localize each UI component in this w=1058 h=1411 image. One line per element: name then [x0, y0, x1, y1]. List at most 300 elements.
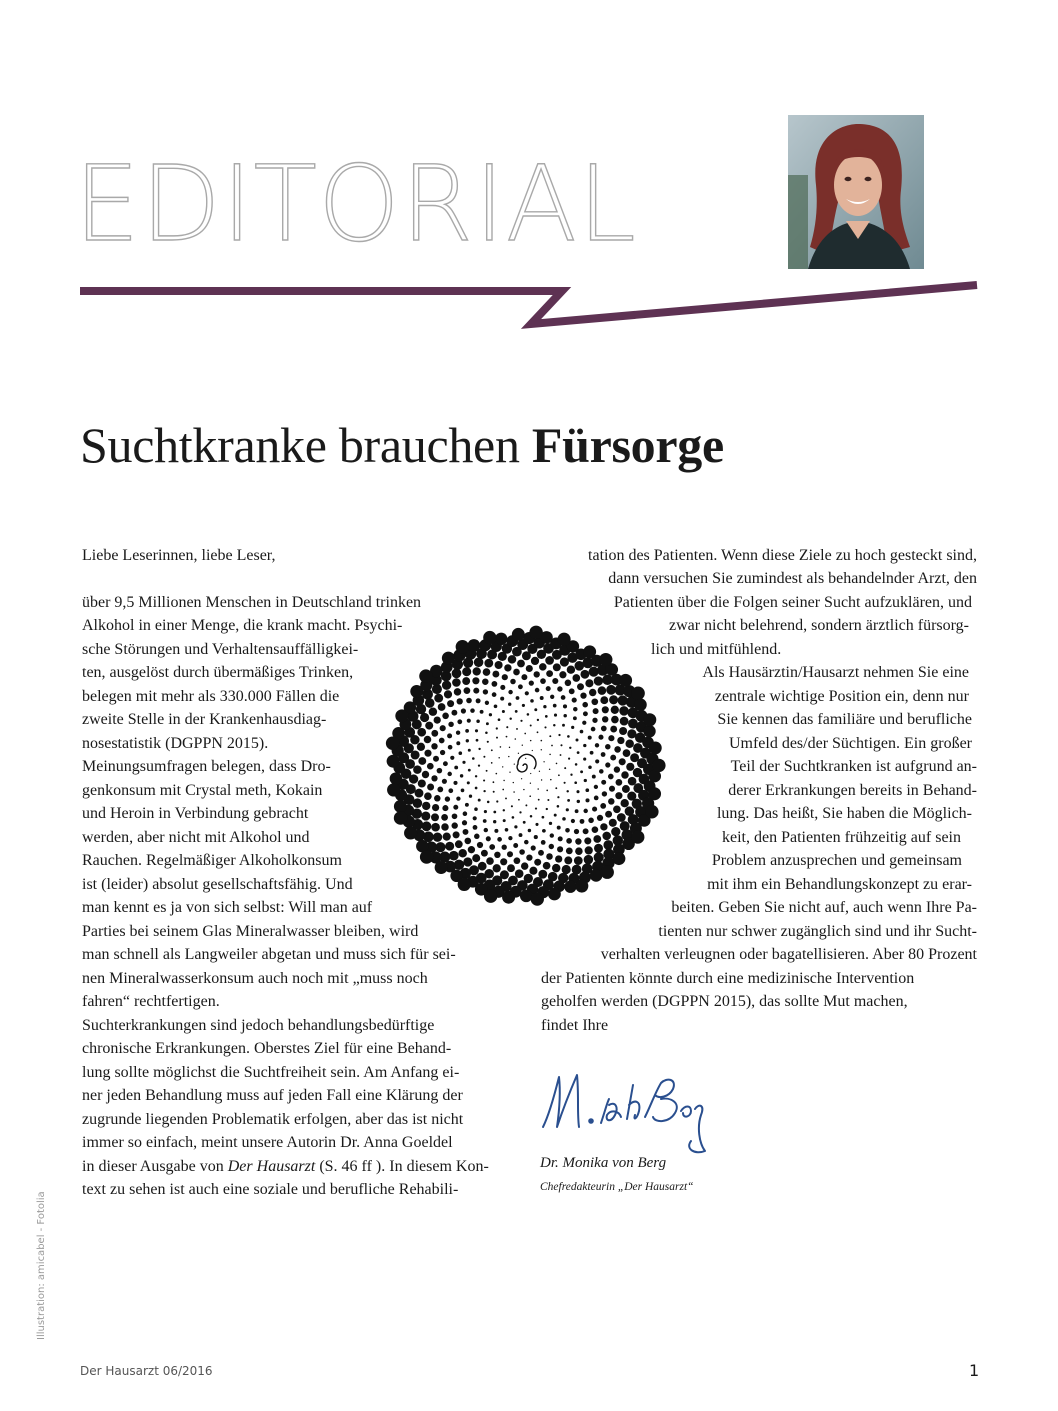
spiral-dot	[613, 805, 621, 813]
spiral-dot	[468, 639, 481, 652]
spiral-dot	[431, 823, 440, 832]
signatory-name: Dr. Monika von Berg	[540, 1155, 667, 1171]
spiral-dot	[466, 698, 472, 704]
body-line: man kennt es ja von sich selbst: Will man auf	[82, 899, 373, 916]
spiral-dot	[554, 714, 557, 717]
spiral-dot	[549, 822, 552, 825]
spiral-dot	[485, 732, 488, 735]
spiral-dot	[483, 689, 488, 694]
spiral-dot	[459, 751, 463, 755]
spiral-dot	[496, 800, 498, 802]
spiral-dot	[472, 677, 479, 684]
spiral-dot	[496, 727, 498, 729]
spiral-dot	[559, 671, 566, 678]
spiral-dot	[557, 796, 559, 798]
body-line: geholfen werden (DGPPN 2015), das sollte Mut machen,	[541, 993, 908, 1010]
spiral-dot	[566, 847, 573, 854]
spiral-dot	[555, 787, 557, 789]
body-line: verhalten verleugnen oder bagatellisieren. Aber 80 Prozent	[600, 946, 977, 963]
spiral-dot	[643, 725, 655, 737]
body-line: Meinungsumfragen belegen, dass Dro-	[82, 758, 331, 775]
spiral-dot	[415, 789, 424, 798]
spiral-dot	[631, 830, 644, 843]
spiral-dot	[543, 862, 551, 870]
spiral-dot	[614, 766, 620, 772]
spiral-dot	[572, 674, 580, 682]
spiral-dot	[456, 796, 460, 800]
spiral-dot	[518, 799, 520, 801]
spiral-dot	[456, 731, 460, 735]
body-line: mit ihm ein Behandlungskonzept zu erar-	[707, 876, 972, 893]
spiral-dot	[394, 800, 407, 813]
spiral-dot	[534, 708, 537, 711]
spiral-dot	[495, 661, 503, 669]
spiral-dot	[583, 809, 587, 813]
salutation: Liebe Leserinnen, liebe Leser,	[82, 547, 276, 564]
spiral-dot	[495, 633, 507, 645]
spiral-dot	[486, 836, 491, 841]
signatory-role: Chefredakteurin „Der Hausarzt“	[540, 1181, 694, 1193]
spiral-dot	[508, 655, 517, 664]
spiral-dot	[454, 688, 461, 695]
spiral-dot	[609, 695, 618, 704]
spiral-dot	[506, 736, 508, 738]
spiral-dot	[562, 724, 565, 727]
spiral-dot	[519, 833, 523, 837]
spiral-dot	[476, 720, 480, 724]
spiral-dot	[605, 811, 612, 818]
spiral-dot	[564, 881, 576, 893]
spiral-dot	[491, 762, 493, 764]
spiral-dot	[439, 738, 445, 744]
spiral-dot	[543, 761, 544, 762]
spiral-dot	[564, 767, 566, 769]
spiral-dot	[390, 772, 403, 785]
spiral-dot	[538, 799, 540, 801]
spiral-dot	[560, 754, 562, 756]
spiral-dot	[567, 799, 570, 802]
spiral-dot	[601, 726, 607, 732]
spiral-dot	[628, 777, 637, 786]
spiral-dot	[585, 846, 593, 854]
spiral-dot	[485, 701, 489, 705]
spiral-dot	[486, 857, 494, 865]
body-line: der Patienten könnte durch eine medizinische Intervention	[541, 970, 915, 987]
spiral-dot	[404, 826, 417, 839]
spiral-dot	[529, 626, 542, 639]
spiral-dot-illustration	[380, 616, 670, 916]
spiral-dot	[484, 810, 487, 813]
spiral-dot	[571, 726, 574, 729]
spiral-dot	[484, 889, 498, 903]
spiral-dot	[493, 781, 495, 783]
spiral-dot	[433, 756, 439, 762]
body-line: dann versuchen Sie zumindest als behandelnder Arzt, den	[608, 570, 977, 587]
spiral-dot	[514, 825, 517, 828]
spiral-dot	[567, 665, 575, 673]
spiral-dot	[537, 731, 539, 733]
spiral-dot	[483, 756, 485, 758]
spiral-dot	[619, 758, 626, 765]
spiral-dot	[493, 864, 501, 872]
spiral-dot	[566, 808, 569, 811]
spiral-dot	[509, 717, 511, 719]
spiral-dot	[462, 761, 465, 764]
spiral-dot	[541, 779, 542, 780]
spiral-dot	[550, 695, 554, 699]
spiral-dot	[643, 713, 656, 726]
spiral-dot	[524, 733, 526, 735]
spiral-dot	[441, 814, 448, 821]
spiral-dot	[502, 845, 507, 850]
spiral-dot	[588, 818, 594, 824]
spiral-dot	[626, 763, 634, 771]
spiral-dot	[588, 766, 592, 770]
spiral-dot	[508, 703, 511, 706]
spiral-dot	[474, 834, 480, 840]
spiral-dot	[524, 840, 529, 845]
body-line: nen Mineralwasserkonsum auch noch mit „muss noch	[82, 970, 428, 987]
spiral-dot	[511, 805, 513, 807]
spiral-dot	[443, 761, 448, 766]
spiral-dot	[592, 775, 596, 779]
spiral-dot	[576, 790, 579, 793]
spiral-dot	[575, 763, 578, 766]
spiral-dot	[549, 754, 551, 756]
spiral-dot	[580, 670, 589, 679]
spiral-dot	[589, 667, 599, 677]
body-line: Rauchen. Regelmäßiger Alkoholkonsum	[82, 852, 342, 869]
spiral-dot	[444, 690, 452, 698]
spiral-dot	[418, 779, 426, 787]
spiral-dot	[622, 785, 630, 793]
spiral-dot	[593, 835, 601, 843]
spiral-dot	[521, 778, 522, 779]
spiral-dot	[554, 814, 557, 817]
spiral-dot	[472, 757, 475, 760]
spiral-dot	[580, 692, 586, 698]
body-line: zugrunde liegenden Problematik erfolgen, aber das ist nicht	[82, 1111, 464, 1128]
spiral-dot	[603, 840, 613, 850]
spiral-dot	[431, 813, 439, 821]
spiral-dot	[513, 669, 520, 676]
spiral-dot	[437, 768, 443, 774]
spiral-dot	[424, 750, 431, 757]
spiral-dot	[589, 689, 596, 696]
spiral-dot	[583, 744, 586, 747]
spiral-dot	[463, 829, 469, 835]
spiral-dot	[487, 741, 489, 743]
spiral-dot	[463, 811, 468, 816]
spiral-dot	[493, 820, 496, 823]
spiral-dot	[513, 782, 514, 783]
spiral-dot	[458, 849, 467, 858]
spiral-dot	[599, 653, 612, 666]
spiral-dot	[546, 790, 548, 792]
body-line: man schnell als Langweiler abgetan und muss sich für sei-	[82, 946, 456, 963]
spiral-dot	[568, 758, 570, 760]
spiral-dot	[507, 851, 513, 857]
spiral-dot	[498, 757, 500, 759]
spiral-dot	[476, 739, 479, 742]
spiral-dot	[417, 728, 426, 737]
spiral-dot	[525, 804, 527, 806]
spiral-dot	[574, 829, 579, 834]
spiral-dot	[580, 730, 584, 734]
body-line: Problem anzusprechen und gemeinsam	[711, 852, 962, 869]
body-line: lich und mitfühlend.	[651, 641, 782, 658]
spiral-dot	[558, 734, 560, 736]
spiral-dot	[489, 713, 492, 716]
spiral-dot	[509, 747, 510, 748]
spiral-dot	[527, 713, 530, 716]
spiral-dot	[601, 780, 606, 785]
spiral-dot	[548, 888, 561, 901]
spiral-dot	[480, 710, 484, 714]
spiral-dot	[502, 710, 505, 713]
spiral-dot	[609, 819, 617, 827]
body-line: immer so einfach, meint unsere Autorin Dr. Anna Goeldel	[82, 1134, 453, 1151]
spiral-dot	[492, 681, 498, 687]
spiral-dot	[595, 759, 599, 763]
spiral-dot	[546, 808, 548, 810]
spiral-dot	[473, 688, 479, 694]
spiral-dot	[503, 809, 505, 811]
spiral-dot	[438, 703, 446, 711]
spiral-dot	[547, 799, 549, 801]
spiral-dot	[493, 791, 495, 793]
spiral-dot	[448, 722, 453, 727]
spiral-dot	[474, 807, 478, 811]
spiral-dot	[483, 790, 485, 792]
spiral-dot	[594, 796, 599, 801]
spiral-dot	[583, 758, 586, 761]
spiral-dot	[590, 869, 603, 882]
body-line: ner jeden Behandlung muss auf jeden Fall eine Klärung der	[82, 1087, 463, 1104]
body-line: Parties bei seinem Glas Mineralwasser bleiben, wird	[82, 923, 419, 940]
spiral-dot	[515, 869, 524, 878]
spiral-dot	[580, 819, 585, 824]
spiral-dot	[558, 633, 571, 646]
spiral-dot	[505, 828, 509, 832]
spiral-dot	[520, 890, 533, 903]
spiral-dot	[422, 771, 429, 778]
spiral-dot	[572, 698, 577, 703]
spiral-dot	[445, 796, 450, 801]
spiral-dot	[484, 659, 493, 668]
spiral-dot	[494, 852, 500, 858]
spiral-dot	[473, 825, 478, 830]
spiral-dot	[532, 750, 533, 751]
spiral-dot	[447, 700, 454, 707]
spiral-dot	[602, 706, 609, 713]
spiral-dot	[478, 799, 481, 802]
spiral-dot	[427, 763, 434, 770]
spiral-dot	[456, 741, 460, 745]
spiral-dot	[566, 790, 568, 792]
spiral-dot	[516, 696, 520, 700]
spiral-dot	[550, 779, 552, 781]
spiral-dot	[537, 719, 539, 721]
spiral-dot	[525, 758, 526, 759]
spiral-dot	[387, 755, 400, 768]
spiral-dot	[592, 807, 597, 812]
spiral-dot	[475, 775, 477, 777]
spiral-dot	[435, 861, 448, 874]
body-line: zentrale wichtige Position ein, denn nur	[714, 688, 969, 705]
spiral-dot	[648, 787, 661, 800]
spiral-dot	[600, 823, 607, 830]
spiral-dot	[461, 789, 465, 793]
spiral-dot	[540, 678, 546, 684]
spiral-dot	[460, 774, 463, 777]
author-portrait	[788, 115, 924, 269]
spiral-dot	[500, 697, 504, 701]
body-line: fahren“ rechtfertigen.	[82, 993, 220, 1010]
spiral-dot	[515, 710, 518, 713]
spiral-dot	[588, 736, 592, 740]
spiral-dot	[520, 720, 522, 722]
body-line: findet Ihre	[541, 1017, 609, 1034]
spiral-dot	[569, 688, 575, 694]
spiral-dot	[492, 692, 497, 697]
spiral-dot	[546, 670, 553, 677]
spiral-dot	[600, 865, 613, 878]
spiral-dot	[591, 698, 598, 705]
spiral-dot	[540, 696, 544, 700]
spiral-dot	[468, 749, 471, 752]
spiral-dot	[584, 855, 593, 864]
spiral-dot	[500, 858, 507, 865]
spiral-dot	[534, 671, 540, 677]
body-line: derer Erkrankungen bereits in Behand-	[728, 782, 977, 799]
spiral-dot	[484, 828, 488, 832]
spiral-dot	[424, 792, 432, 800]
spiral-dot	[522, 704, 525, 707]
spiral-dot	[431, 743, 437, 749]
spiral-dot	[496, 773, 498, 775]
spiral-dot	[545, 715, 548, 718]
spiral-dot	[512, 628, 525, 641]
spiral-dot	[386, 736, 399, 749]
spiral-dot	[508, 690, 512, 694]
spiral-dot	[534, 835, 538, 839]
spiral-dot	[502, 789, 504, 791]
body-line: text zu sehen ist auch eine soziale und berufliche Rehabili-	[82, 1181, 459, 1198]
body-line: belegen mit mehr als 330.000 Fällen die	[82, 688, 340, 705]
spiral-dot	[620, 717, 629, 726]
spiral-dot	[619, 727, 627, 735]
spiral-dot	[597, 815, 603, 821]
spiral-dot	[529, 867, 537, 875]
spiral-dot	[614, 746, 621, 753]
spiral-dot	[574, 856, 583, 865]
spiral-dot	[481, 850, 488, 857]
spiral-dot	[598, 686, 607, 695]
spiral-dot	[442, 681, 451, 690]
spiral-dot	[500, 685, 505, 690]
spiral-dot	[509, 772, 510, 773]
body-line	[82, 1155, 489, 1179]
spiral-dot	[592, 826, 599, 833]
spiral-dot	[600, 803, 606, 809]
spiral-dot	[557, 846, 563, 852]
spiral-dot	[557, 686, 562, 691]
body-line: werden, aber nicht mit Alkohol und	[82, 829, 310, 846]
body-line: zweite Stelle in der Krankenhausdiag-	[82, 711, 327, 728]
spiral-dot	[442, 652, 455, 665]
spiral-dot	[582, 702, 588, 708]
spiral-dot	[441, 823, 449, 831]
spiral-dot	[553, 704, 557, 708]
body-line: Sie kennen das familiäre und berufliche	[717, 711, 972, 728]
spiral-dot	[442, 805, 448, 811]
spiral-dot	[531, 657, 539, 665]
spiral-dot	[387, 783, 400, 796]
spiral-dot	[549, 735, 551, 737]
spiral-dot	[467, 719, 471, 723]
spiral-dot	[592, 718, 597, 723]
spiral-dot	[442, 779, 447, 784]
spiral-dot	[474, 658, 484, 668]
body-line: zwar nicht belehrend, sondern ärztlich fürsorg-	[668, 617, 969, 634]
spiral-dot	[576, 739, 579, 742]
spiral-dot	[556, 763, 558, 765]
spiral-dot	[584, 779, 587, 782]
spiral-dot	[486, 722, 489, 725]
spiral-dot	[504, 664, 511, 671]
spiral-dot	[566, 838, 572, 844]
spiral-dot	[432, 804, 439, 811]
spiral-dot	[610, 726, 617, 733]
spiral-dot	[483, 779, 485, 781]
spiral-dot	[534, 859, 541, 866]
spiral-dot	[457, 698, 463, 704]
spiral-dot	[507, 864, 515, 872]
spiral-dot	[605, 744, 610, 749]
spiral-dot	[583, 711, 588, 716]
body-text: (S. 46 ff ). In diesem Kon-	[315, 1158, 489, 1175]
spiral-dot	[497, 837, 502, 842]
body-line: tienten nur schwer zugänglich sind und ihr Sucht-	[658, 923, 977, 940]
spiral-dot	[552, 864, 560, 872]
spiral-dot	[631, 687, 644, 700]
spiral-dot	[606, 685, 616, 695]
spiral-dot	[577, 683, 584, 690]
spiral-dot	[649, 741, 662, 754]
spiral-dot	[510, 679, 516, 685]
spiral-dot	[420, 850, 433, 863]
spiral-dot	[422, 802, 430, 810]
spiral-dot	[530, 815, 533, 818]
spiral-dot	[455, 840, 463, 848]
spiral-dot	[544, 726, 546, 728]
spiral-dot	[521, 862, 528, 869]
spiral-dot	[420, 713, 429, 722]
spiral-dot	[477, 842, 483, 848]
spiral-dot	[419, 669, 432, 682]
spiral-dot	[454, 766, 458, 770]
spiral-dot	[571, 819, 575, 823]
body-line: Suchterkrankungen sind jedoch behandlungsbedürftige	[82, 1017, 435, 1034]
spiral-dot	[516, 728, 518, 730]
body-line: Umfeld des/der Süchtigen. Ein großer	[728, 735, 972, 752]
spiral-dot	[545, 656, 554, 665]
spiral-dot	[623, 749, 631, 757]
spiral-dot	[612, 852, 625, 865]
spiral-dot	[512, 816, 515, 819]
spiral-dot	[535, 688, 540, 693]
